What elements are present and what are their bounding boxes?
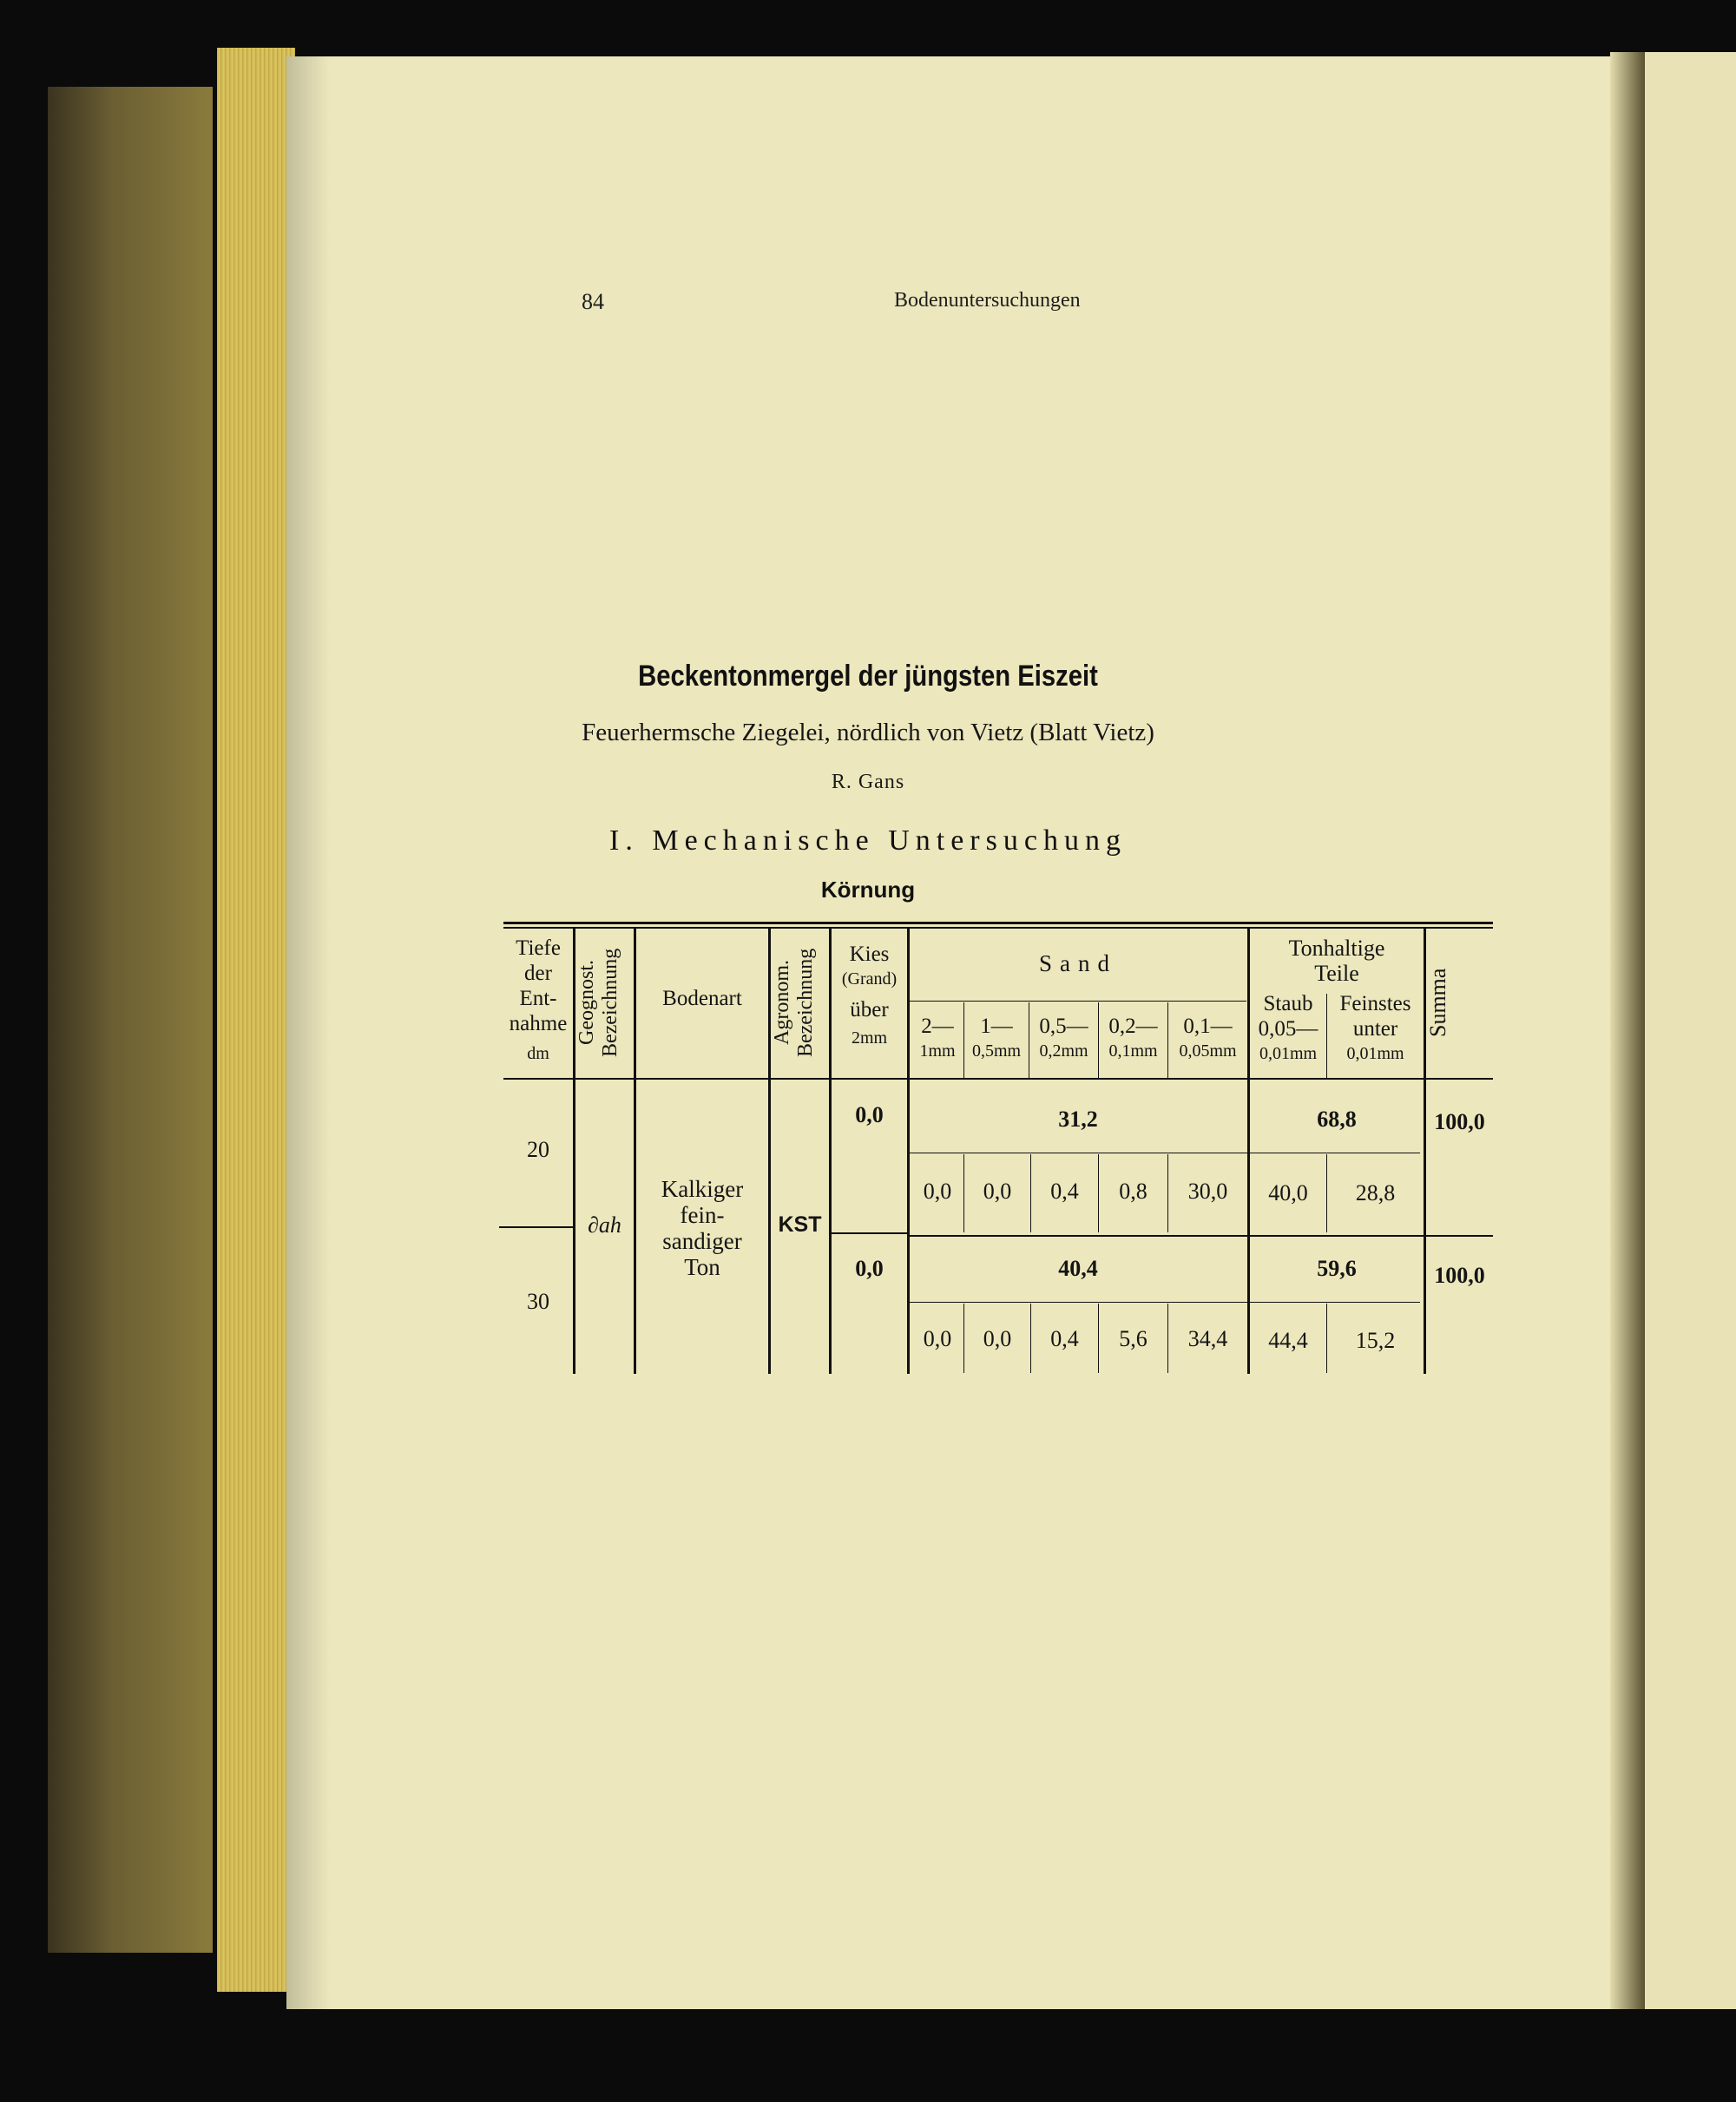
sand-cell: 0,0 [983, 1326, 1012, 1351]
sand-sub-line: 2— [921, 1015, 954, 1038]
ton-sub-line: Staub [1263, 992, 1313, 1015]
ton-sub-line: unter [1352, 1017, 1398, 1041]
sand-cell: 0,4 [1050, 1326, 1079, 1351]
summa-row2: 100,0 [1434, 1263, 1485, 1288]
header-tiefe-line: Ent- [519, 987, 557, 1010]
sand-total-row1: 31,2 [1058, 1107, 1098, 1132]
ton-sub-line: 0,01mm [1259, 1044, 1318, 1063]
ton-total-row2: 59,6 [1317, 1256, 1357, 1281]
row-rule [829, 1232, 909, 1234]
sand-total-row2: 40,4 [1058, 1256, 1098, 1281]
group-label: Körnung [820, 877, 916, 903]
header-kies-line: über [850, 998, 889, 1021]
ton-cell: 15,2 [1355, 1328, 1396, 1353]
geognost-value: ∂ah [588, 1212, 621, 1238]
sand-sub-line: 0,05mm [1179, 1041, 1237, 1061]
header-kies [832, 942, 907, 1051]
ton-sub-line: 0,05— [1258, 1017, 1318, 1041]
header-tiefe [503, 936, 573, 1067]
sand-cell: 0,0 [923, 1326, 952, 1351]
sand-cell: 30,0 [1187, 1179, 1228, 1204]
ton-cell: 28,8 [1355, 1180, 1396, 1205]
sand-cell: 0,4 [1050, 1179, 1079, 1204]
row-rule [910, 1235, 1424, 1237]
depth-20: 20 [527, 1137, 549, 1162]
section-heading: I. Mechanische Untersuchung [609, 824, 1127, 857]
kies-row2: 0,0 [855, 1256, 884, 1281]
header-ton [1250, 936, 1424, 986]
sand-cell: 5,6 [1119, 1326, 1147, 1351]
header-bodenart: Bodenart [662, 987, 742, 1010]
next-page-edge [1645, 52, 1736, 2009]
page-edges [217, 48, 295, 1992]
summa-row1: 100,0 [1434, 1109, 1485, 1134]
header-sand-1-05 [964, 1014, 1029, 1064]
sand-sub-line: 0,5mm [971, 1041, 1022, 1061]
ton-sub-line: 0,01mm [1346, 1044, 1404, 1063]
header-sand-01-005 [1168, 1014, 1247, 1064]
document-subtitle: Feuerhermsche Ziegelei, nördlich von Vietz (Blatt Vietz) [582, 719, 1154, 746]
header-kies-line: (Grand) [841, 969, 898, 989]
header-sand-05-02 [1029, 1014, 1098, 1064]
agronom-value: KST [778, 1212, 822, 1237]
header-sand: Sand [1039, 950, 1117, 976]
sand-sub-line: 0,1— [1183, 1015, 1233, 1038]
sand-sub-line: 0,5— [1039, 1015, 1088, 1038]
author: R. Gans [831, 771, 905, 793]
running-title: Bodenuntersuchungen [894, 289, 1081, 312]
bodenart-value [636, 1176, 768, 1280]
header-sand-2-1 [911, 1014, 963, 1064]
sand-cell: 0,0 [983, 1179, 1012, 1204]
header-tiefe-line: Tiefe [516, 936, 561, 960]
header-geognost: Geognost. Bezeichnung [575, 948, 621, 1057]
header-summa: Summa [1425, 968, 1450, 1037]
header-sand-02-01 [1099, 1014, 1167, 1064]
header-kies-line: Kies [849, 943, 890, 966]
sand-sub-line: 0,1mm [1108, 1041, 1158, 1061]
row-rule [910, 1302, 1420, 1303]
book-left-cover [48, 87, 213, 1953]
table-header-rule [503, 1078, 1493, 1080]
bodenart-line: Kalkiger [661, 1176, 744, 1202]
sand-cell: 0,0 [923, 1179, 952, 1204]
page-shade [286, 56, 330, 2009]
header-tiefe-line: nahme [509, 1012, 568, 1035]
ton-sub-line: Feinstes [1339, 992, 1411, 1015]
col-rule [910, 1001, 1246, 1002]
sand-sub-line: 0,2— [1108, 1015, 1158, 1038]
row-rule [1426, 1235, 1493, 1237]
header-kies-line: 2mm [851, 1028, 888, 1048]
header-tiefe-unit: dm [527, 1044, 549, 1063]
book-gutter [1610, 52, 1645, 2009]
sand-cell: 34,4 [1187, 1326, 1228, 1351]
table-top-rule-2 [503, 927, 1493, 929]
col-rule [907, 927, 910, 1374]
sand-cell: 0,8 [1119, 1179, 1147, 1204]
document-title: Beckentonmergel der jüngsten Eiszeit [638, 660, 1098, 693]
header-tiefe-line: der [524, 962, 552, 985]
header-ton-line: Teile [1314, 961, 1359, 986]
depth-30: 30 [527, 1289, 549, 1314]
bodenart-line: sandiger [662, 1228, 742, 1254]
sand-sub-line: 1— [980, 1015, 1013, 1038]
sand-sub-line: 1mm [919, 1041, 956, 1061]
ton-total-row1: 68,8 [1317, 1107, 1357, 1132]
row-rule [499, 1226, 573, 1228]
header-ton-line: Tonhaltige [1288, 936, 1385, 961]
page-number: 84 [582, 289, 604, 314]
header-agronom: Agronom. Bezeichnung [771, 948, 817, 1057]
header-feinstes [1327, 991, 1424, 1067]
bodenart-line: Ton [684, 1254, 720, 1280]
ton-cell: 44,4 [1268, 1328, 1308, 1353]
ton-cell: 40,0 [1268, 1180, 1308, 1205]
header-staub [1250, 991, 1326, 1067]
bodenart-line: fein- [680, 1202, 725, 1228]
table-top-rule [503, 922, 1493, 924]
sand-sub-line: 0,2mm [1039, 1041, 1088, 1061]
kies-row1: 0,0 [855, 1102, 884, 1127]
